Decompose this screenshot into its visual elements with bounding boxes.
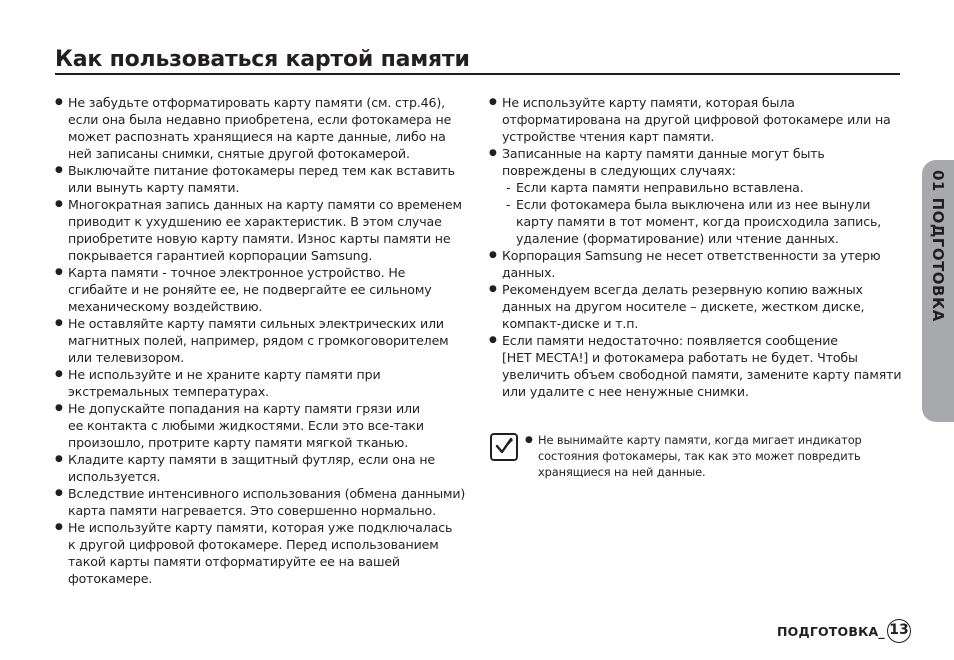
title-underline <box>55 73 900 75</box>
warning-note <box>525 432 905 480</box>
chapter-side-tab-label: 01 ПОДГОТОВКА <box>929 170 947 322</box>
list-item: ● Рекомендуем всегда делать резервную копию важных данных на другом носителе – дискете, жестком диске, компакт-диске и т.п. <box>489 281 909 332</box>
list-item: ● Если памяти недостаточно: появляется сообщение [НЕТ МЕСТА!] и фотокамера работать не будет. Чтобы увеличить объем свободной памяти, замените карту памяти или удалите с нее ненужные снимки. <box>489 332 909 400</box>
list-item: ● Вследствие интенсивного использования (обмена данными) карта памяти нагревается. Это совершенно нормально. <box>55 485 475 519</box>
list-item: ● Не используйте карту памяти, которая была отформатирована на другой цифровой фотокамере или на устройстве чтения карт памяти. <box>489 94 909 145</box>
page-title: Как пользоваться картой памяти <box>55 47 470 72</box>
list-item: ● Не используйте и не храните карту памяти при экстремальных температурах. <box>55 366 475 400</box>
page-number: 13 <box>887 619 911 643</box>
list-item: ● Не используйте карту памяти, которая уже подключалась к другой цифровой фотокамере. Перед использованием такой карты памяти отформатируйте ее на вашей фотокамере. <box>55 519 475 587</box>
list-item: ● Не вынимайте карту памяти, когда мигает индикатор состояния фотокамеры, так как это может повредить хранящиеся на ней данные. <box>525 432 905 480</box>
sub-list-item: - Если карта памяти неправильно вставлена. <box>506 180 804 195</box>
list-item: ● Кладите карту памяти в защитный футляр, если она не используется. <box>55 451 475 485</box>
list-item: ● Не забудьте отформатировать карту памяти (см. стр.46), если она была недавно приобретена, если фотокамера не может распознать хранящиеся на карте данные, либо на ней записаны снимки, снятые другой фотокамерой. <box>55 94 475 162</box>
right-column <box>489 94 909 400</box>
note-pencil-icon <box>490 433 518 461</box>
footer-section-label: ПОДГОТОВКА_ <box>777 624 885 639</box>
list-item: ● Многократная запись данных на карту памяти со временем приводит к ухудшению ее характеристик. В этом случае приобретите новую карту памяти. Износ карты памяти не покрывается гарантией корпорации Samsung. <box>55 196 475 264</box>
sub-list-item: - Если фотокамера была выключена или из нее вынули карту памяти в тот момент, когда происходила запись, удаление (форматирование) или чтение данных. <box>506 197 882 246</box>
list-item: ● Записанные на карту памяти данные могут быть повреждены в следующих случаях: <box>489 145 909 179</box>
list-item: ● Выключайте питание фотокамеры перед тем как вставить или вынуть карту памяти. <box>55 162 475 196</box>
left-column <box>55 94 475 587</box>
list-item: ● Не оставляйте карту памяти сильных электрических или магнитных полей, например, рядом с громкоговорителем или телевизором. <box>55 315 475 366</box>
list-item: ● Карта памяти - точное электронное устройство. Не сгибайте и не роняйте ее, не подвергайте ее сильному механическому воздействию. <box>55 264 475 315</box>
list-item: ● Не допускайте попадания на карту памяти грязи или ее контакта с любыми жидкостями. Если это все-таки произошло, протрите карту памяти мягкой тканью. <box>55 400 475 451</box>
list-item: ● Корпорация Samsung не несет ответственности за утерю данных. <box>489 247 909 281</box>
